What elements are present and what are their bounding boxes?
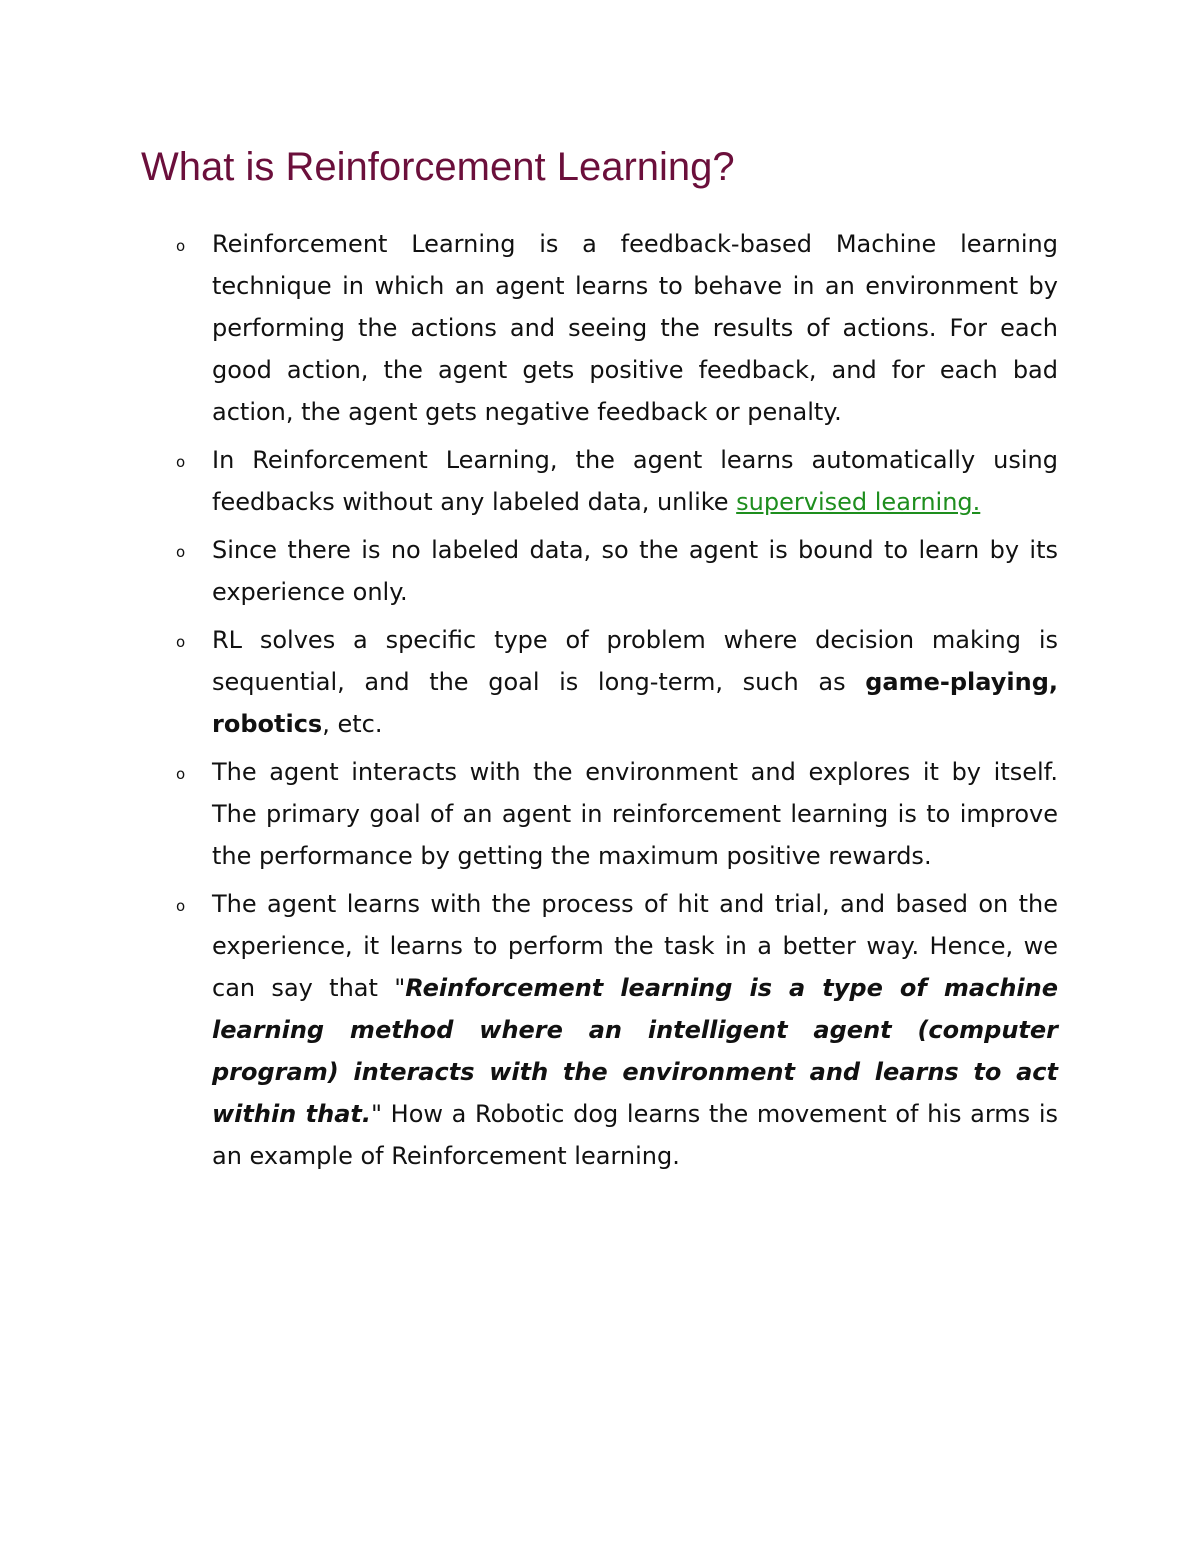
list-item bbox=[0, 751, 1058, 877]
bullet-list bbox=[0, 223, 1200, 1183]
bullet-text: Since there is no labeled data, so the agent is bound to learn by its experience only. bbox=[212, 536, 1058, 606]
list-item bbox=[0, 883, 1058, 1177]
bullet-text-end: " How a Robotic dog learns the movement of his arms is an example of Reinforcement learning. bbox=[212, 1100, 1058, 1170]
bullet-circle-icon: o bbox=[176, 765, 186, 783]
definition-quote: Reinforcement learning is a type of machine learning method where an intelligent agent (computer program) interacts with the environment and learns to act within that. bbox=[212, 974, 1058, 1128]
bullet-text: RL solves a specific type of problem where decision making is sequential, and the goal is long-term, such as bbox=[212, 626, 1058, 696]
supervised-learning-link[interactable]: supervised learning. bbox=[736, 488, 981, 516]
bullet-text: In Reinforcement Learning, the agent learns automatically using feedbacks without any labeled data, unlike bbox=[212, 446, 1058, 516]
bold-emphasis: game-playing, robotics bbox=[212, 668, 1058, 738]
bullet-circle-icon: o bbox=[176, 633, 186, 651]
list-item bbox=[0, 439, 1058, 523]
list-item bbox=[0, 223, 1058, 433]
bullet-circle-icon: o bbox=[176, 453, 186, 471]
bullet-circle-icon: o bbox=[176, 237, 186, 255]
page-title: What is Reinforcement Learning? bbox=[141, 145, 735, 189]
bullet-text: Reinforcement Learning is a feedback-based Machine learning technique in which an agent learns to behave in an environment by performing the actions and seeing the results of actions. For each good action, the agent gets positive feedback, and for each bad action, the agent gets negative feedback or penalty. bbox=[212, 230, 1058, 426]
bullet-text: The agent learns with the process of hit and trial, and based on the experience, it learns to perform the task in a better way. Hence, we can say that " bbox=[212, 890, 1058, 1002]
bullet-text: The agent interacts with the environment and explores it by itself. The primary goal of an agent in reinforcement learning is to improve the performance by getting the maximum positive rewards. bbox=[212, 758, 1058, 870]
list-item bbox=[0, 529, 1058, 613]
bullet-circle-icon: o bbox=[176, 543, 186, 561]
bullet-text-end: , etc. bbox=[322, 710, 383, 738]
list-item bbox=[0, 619, 1058, 745]
bullet-circle-icon: o bbox=[176, 897, 186, 915]
